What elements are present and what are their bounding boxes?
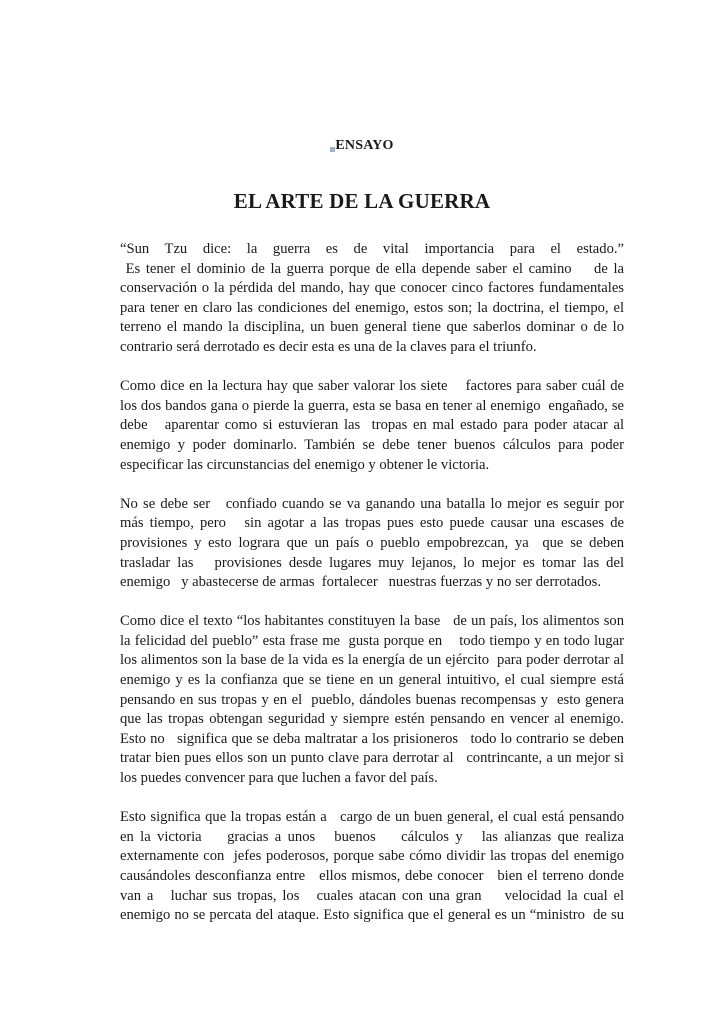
paragraph-spacer: [120, 358, 624, 378]
paragraph-spacer: [120, 593, 624, 613]
paragraph-line: terreno el mando la disciplina, un buen general tiene que saberlos dominar o de lo: [120, 319, 624, 336]
paragraph-line: debe aparentar como si estuvieran las tropas en mal estado para poder atacar al: [120, 417, 624, 434]
paragraph-line: tratar bien pues ellos son un punto clave para derrotar al contrincante, a un mejor si: [120, 750, 624, 767]
paragraph-line: externamente con jefes poderosos, porque sabe cómo dividir las tropas del enemigo: [120, 848, 624, 865]
paragraph-line: Esto no significa que se deba maltratar a los prisioneros todo lo contrario se deben: [120, 730, 624, 747]
paragraph-line: No se debe ser confiado cuando se va ganando una batalla lo mejor es seguir por: [120, 495, 624, 512]
paragraph-line: la felicidad del pueblo” esta frase me gusta porque en todo tiempo y en todo lugar: [120, 632, 624, 649]
paragraph-line: contrario será derrotado es decir esta es una de la claves para el triunfo.: [120, 338, 537, 355]
paragraph-line: Como dice el texto “los habitantes constituyen la base de un país, los alimentos son: [120, 613, 624, 630]
paragraph-line: que las tropas obtengan seguridad y siempre estén pensando en vencer al enemigo.: [120, 711, 624, 728]
paragraph-line: Es tener el dominio de la guerra porque de ella depende saber el camino de la: [120, 260, 624, 277]
paragraph: [120, 808, 624, 926]
paragraph: [120, 612, 624, 788]
document-kicker: [0, 138, 724, 154]
paragraph: [120, 240, 624, 358]
paragraph-line: conservación o la pérdida del mando, hay que conocer cinco factores fundamentales: [120, 280, 624, 297]
paragraph-line: Como dice en la lectura hay que saber valorar los siete factores para saber cuál de: [120, 378, 624, 395]
paragraph-line: en la victoria gracias a unos buenos cálculos y las alianzas que realiza: [120, 828, 624, 845]
paragraph-line: enemigo y abastecerse de armas fortalecer nuestras fuerzas y no ser derrotados.: [120, 574, 601, 591]
paragraph-line: enemigo no se percata del ataque. Esto significa que el general es un “ministro de su: [120, 907, 624, 924]
paragraph-line: los dos bandos gana o pierde la guerra, esta se basa en tener al enemigo engañado, se: [120, 397, 624, 414]
paragraph-line: van a luchar sus tropas, los cuales atacan con una gran velocidad la cual el: [120, 887, 624, 904]
document-title: EL ARTE DE LA GUERRA: [233, 189, 491, 213]
paragraph-line: los alimentos son la base de la vida es la energía de un ejército para poder derrotar al: [120, 652, 624, 669]
paragraph-line: para tener en claro las condiciones del enemigo, estos son; la doctrina, el tiempo, el: [120, 299, 624, 316]
kicker-text: ENSAYO: [335, 138, 394, 153]
paragraph-line: especificar las circunstancias del enemigo y obtener le victoria.: [120, 456, 490, 473]
paragraph-line: provisiones y esto lograra que un país o pueblo empobrezcan, ya que se deben: [120, 534, 624, 551]
paragraph-line: enemigo y poder dominarlo. También se debe tener buenos cálculos para poder: [120, 436, 624, 453]
paragraph: [120, 495, 624, 593]
document-body: [120, 240, 624, 926]
paragraph-line: Esto significa que la tropas están a cargo de un buen general, el cual está pensando: [120, 809, 624, 826]
paragraph: [120, 377, 624, 475]
paragraph-line: causándoles desconfianza entre ellos mismos, debe conocer bien el terreno donde: [120, 868, 624, 884]
paragraph-line: pensando en sus tropas y en el pueblo, dándoles buenas recompensas y esto genera: [120, 691, 624, 708]
paragraph-line: “Sun Tzu dice: la guerra es de vital importancia para el estado.”: [120, 241, 624, 257]
paragraph-spacer: [120, 789, 624, 809]
paragraph-line: enemigo y es la confianza que se tiene en un general intuitivo, el cual siempre está: [120, 672, 624, 689]
paragraph-line: trasladar las provisiones desde lugares muy lejanos, lo mejor es tomar las del: [120, 554, 624, 571]
paragraph-spacer: [120, 475, 624, 495]
paragraph-line: los puedes convencer para que luchen a favor del país.: [120, 770, 438, 787]
paragraph-line: más tiempo, pero sin agotar a las tropas pues esto puede causar una escases de: [120, 515, 624, 532]
